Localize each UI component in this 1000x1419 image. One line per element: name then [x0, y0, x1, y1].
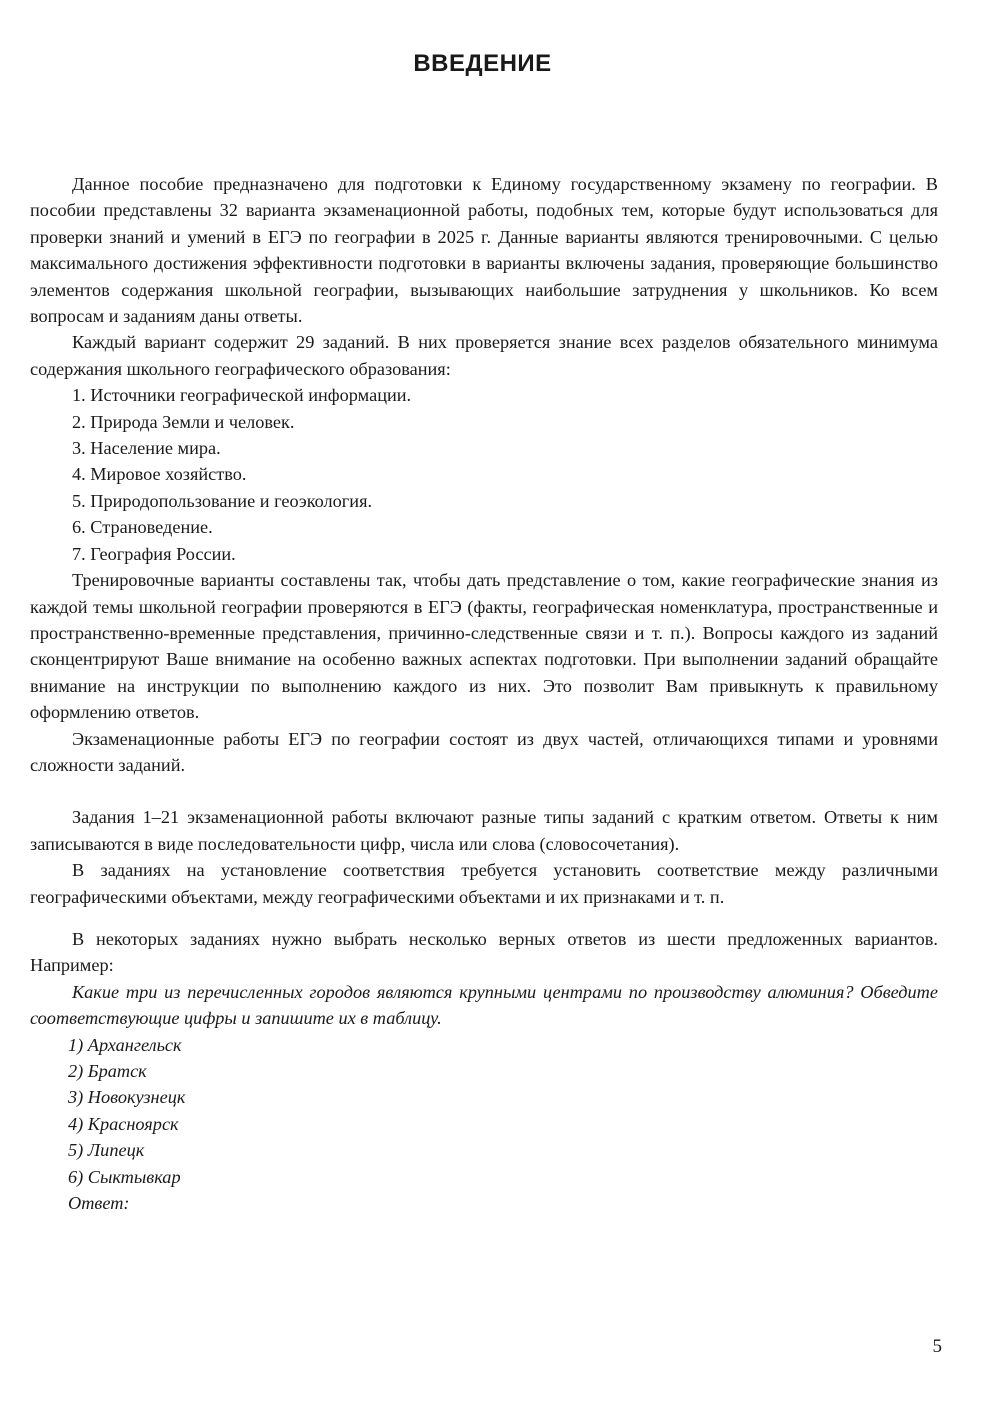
paragraph-training-variants: Тренировочные варианты составлены так, чтобы дать представление о том, какие географические знания из каждой темы школьной географии проверяются в ЕГЭ (факты, географическая номенклатура, пространственные и пространственно-временные представления, причинно-следственные связи и т. п.). Вопросы каждого из заданий сконцентрируют Ваше внимание на особенно важных аспектах подготовки. При выполнении заданий обращайте внимание на инструкции по выполнению каждого из них. Это позволит Вам привыкнуть к правильному оформлению ответов. — [30, 570, 938, 723]
topics-list — [30, 382, 938, 567]
topic-item: 7. География России. — [72, 543, 236, 564]
example-option: 4) Красноярск — [68, 1113, 179, 1134]
example-option: 2) Братск — [68, 1061, 147, 1081]
topic-item: 2. Природа Земли и человек. — [72, 411, 295, 432]
example-options-list — [30, 1032, 938, 1190]
example-option: 5) Липецк — [68, 1140, 145, 1161]
paragraph-exam-parts: Экзаменационные работы ЕГЭ по географии состоят из двух частей, отличающихся типами и уровнями сложности заданий. — [30, 728, 938, 775]
paragraph-multiple-choice: В некоторых заданиях нужно выбрать несколько верных ответов из шести предложенных вариантов. Например: — [30, 928, 938, 976]
paragraph-tasks-1-21: Задания 1–21 экзаменационной работы включают разные типы заданий с кратким ответом. Ответы к ним записываются в виде последовательности цифр, числа или слова (словосочетания). — [30, 807, 938, 854]
paragraph-variant-structure: Каждый вариант содержит 29 заданий. В них проверяется знание всех разделов обязательного минимума содержания школьного географического образования: — [30, 332, 938, 379]
example-option: 1) Архангельск — [68, 1034, 182, 1055]
page-title: ВВЕДЕНИЕ — [413, 50, 552, 77]
spacer — [30, 910, 938, 926]
example-option: 6) Сыктывкар — [68, 1166, 181, 1187]
topic-item: 1. Источники географической информации. — [72, 385, 412, 406]
example-option: 3) Новокузнецк — [68, 1087, 186, 1108]
page-number: 5 — [932, 1336, 942, 1357]
answer-label: Ответ: — [68, 1193, 130, 1214]
body-text — [30, 171, 938, 1216]
paragraph-matching-tasks: В заданиях на установление соответствия требуется установить соответствие между различными географическими объектами, между географическими объектами и их признаками и т. п. — [30, 860, 938, 907]
topic-item: 5. Природопользование и геоэкология. — [72, 490, 373, 511]
paragraph-intro: Данное пособие предназначено для подготовки к Единому государственному экзамену по географии. В пособии представлены 32 варианта экзаменационной работы, подобных тем, которые будут использоваться для проверки знаний и умений в ЕГЭ по географии в 2025 г. Данные варианты являются тренировочными. С целью максимального достижения эффективности подготовки в варианты включены задания, проверяющие большинство элементов содержания школьной географии, вызывающих наибольшие затруднения у школьников. Ко всем вопросам и заданиям даны ответы. — [30, 174, 938, 327]
spacer — [30, 778, 938, 804]
topic-item: 3. Население мира. — [72, 438, 221, 459]
example-question: Какие три из перечисленных городов являются крупными центрами по производству алюминия? Обведите соответствующие цифры и запишите их в таблицу. — [30, 981, 938, 1029]
topic-item: 4. Мировое хозяйство. — [72, 464, 247, 485]
topic-item: 6. Страноведение. — [72, 517, 213, 538]
